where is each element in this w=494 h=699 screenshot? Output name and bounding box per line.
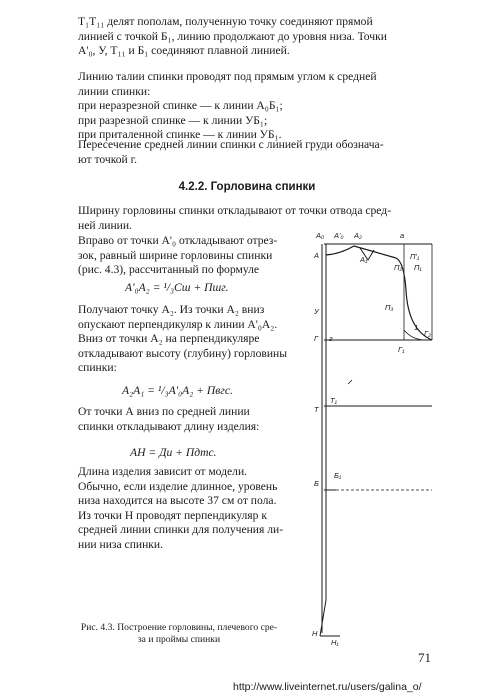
paragraph-6: Получают точку А₂. Из точки А₂ вниз опускают перпендикуляр к линии А'₀А₂. Вниз от точки А₂ на перпендикуляре откладывают высоту (глубину) горловины спинки: [78,303,288,375]
label-U: У [314,307,319,316]
label-A2: А₂ [354,231,362,240]
label-A: А [314,251,320,260]
paragraph-5: Вправо от точки А'₀ откладывают отрез- зок, равный ширине горловины спинки (рис. 4.3), рассчитанный по формуле [78,234,278,277]
label-G2: Г₂ [424,329,431,338]
section-heading: 4.2.2. Горловина спинки [178,181,316,193]
label-G: Г [314,334,319,343]
label-1: 1 [414,323,419,332]
label-B: Б [314,479,319,488]
label-g: г [329,334,333,343]
label-A1: А₁ [360,255,368,264]
label-a: а [400,231,405,240]
label-T: Т [314,405,319,414]
label-G1: Г₁ [398,345,405,354]
page-number: 71 [418,650,431,665]
watermark-url: http://www.liveinternet.ru/users/galina_o/ [233,681,422,693]
label-H1: Н₁ [331,638,339,647]
paragraph-7: От точки А вниз по средней линии спинки откладывают длину изделия: [78,405,260,433]
label-H: Н [312,629,318,638]
label-P1: П₁ [414,263,422,272]
formula-length: АН = Ди + Пдтс. [130,446,217,459]
formula-depth: А₂А₁ = ¹/₃А'₀А₂ + Пвгс. [122,384,233,397]
label-A0prime: А'₀ [334,231,344,240]
label-P2: П₂ [394,263,403,272]
paragraph-3: Пересечение средней линии спинки с линией груди обознача- ют точкой г. [78,138,384,166]
paragraph-8: Длина изделия зависит от модели. Обычно, если изделие длинное, уровень низа находится на высоте 37 см от пола. Из точки Н проводят перпендикуляр к средней линии спинки для получения ли- нии низа спинки. [78,465,284,551]
label-P1prime: П'₁ [410,252,420,261]
paragraph-4: Ширину горловины спинки откладывают от точки отвода сред- ней линии. [78,204,392,232]
formula-width: А'₀А₂ = ¹/₃Сш + Пшг. [125,281,229,294]
paragraph-2: Линию талии спинки проводят под прямым углом к средней линии спинки: при неразрезной спинке — к линии А₀Б₁; при разрезной спинке — к линии УБ₁; при приталенной спинке — к линии УБ₁. [78,70,377,142]
label-A0: А₀ [316,231,325,240]
figure-caption: Рис. 4.3. Построение горловины, плечевого сре- за и проймы спинки [80,622,278,645]
label-B1: Б₁ [334,471,342,480]
label-P3: П₃ [385,303,394,312]
label-T1: Т₁ [330,396,337,405]
paragraph-1: Т₁Т₁₁ делят пополам, полученную точку соединяют прямой линией с точкой Б₁, линию продолжают до уровня низа. Точки А'₀, У, Т₁₁ и Б₁ соединяют плавной линией. [78,15,387,58]
